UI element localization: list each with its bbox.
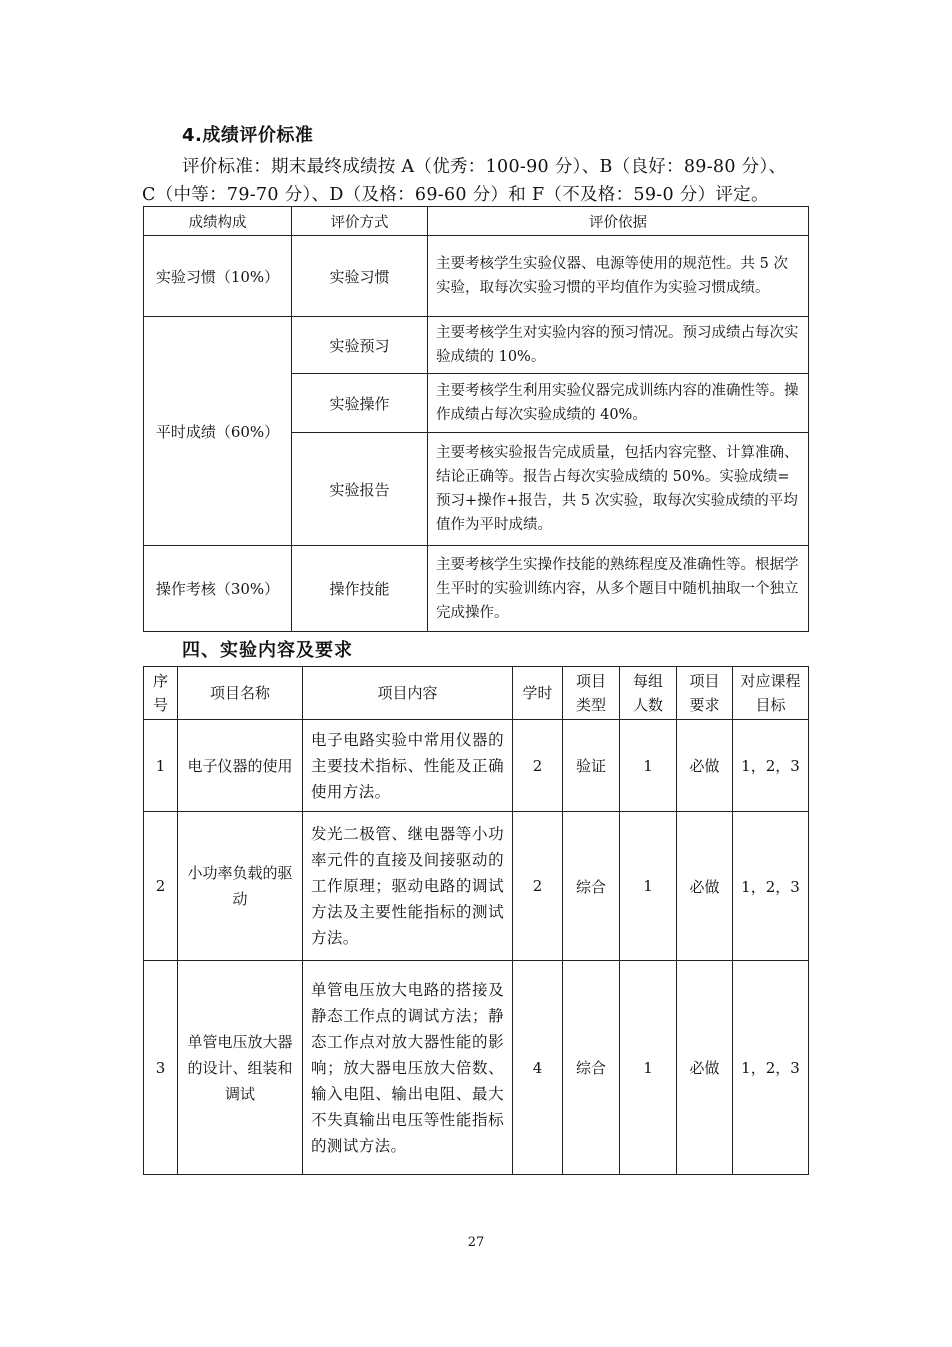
table-row — [144, 720, 809, 812]
header-cell: 序号 — [144, 667, 178, 720]
header-cell: 每组人数 — [620, 667, 677, 720]
section-heading-experiments: 四、实验内容及要求 — [182, 640, 353, 661]
people-cell: 1 — [620, 812, 677, 961]
method-cell: 实验预习 — [292, 317, 428, 374]
basis-cell: 主要考核学生对实验内容的预习情况。预习成绩占每次实验成绩的 10%。 — [428, 317, 809, 374]
table-row — [144, 546, 809, 632]
people-cell: 1 — [620, 961, 677, 1175]
type-cell: 综合 — [563, 961, 620, 1175]
header-cell: 评价方式 — [292, 207, 428, 236]
content-cell: 单管电压放大电路的搭接及静态工作点的调试方法；静态工作点对放大器性能的影响；放大器电压放大倍数、输入电阻、输出电阻、最大不失真输出电压等性能指标的测试方法。 — [303, 961, 513, 1175]
name-cell: 小功率负载的驱动 — [178, 812, 303, 961]
hours-cell: 2 — [513, 812, 563, 961]
grading-standard-line-1: 评价标准：期末最终成绩按 A（优秀：100-90 分）、B（良好：89-80 分）、 — [182, 157, 787, 177]
grading-table — [143, 206, 809, 632]
header-cell: 学时 — [513, 667, 563, 720]
basis-cell: 主要考核学生实验仪器、电源等使用的规范性。共 5 次实验，取每次实验习惯的平均值作为实验习惯成绩。 — [428, 236, 809, 317]
basis-cell: 主要考核学生利用实验仪器完成训练内容的准确性等。操作成绩占每次实验成绩的 40%。 — [428, 374, 809, 433]
people-cell: 1 — [620, 720, 677, 812]
header-cell: 项目名称 — [178, 667, 303, 720]
name-cell: 电子仪器的使用 — [178, 720, 303, 812]
content-cell: 电子电路实验中常用仪器的主要技术指标、性能及正确使用方法。 — [303, 720, 513, 812]
component-cell: 操作考核（30%） — [144, 546, 292, 632]
type-cell: 综合 — [563, 812, 620, 961]
hours-cell: 4 — [513, 961, 563, 1175]
no-cell: 2 — [144, 812, 178, 961]
header-cell: 项目内容 — [303, 667, 513, 720]
table-row — [144, 236, 809, 317]
grading-table-header-row — [144, 207, 809, 236]
header-cell: 评价依据 — [428, 207, 809, 236]
table-row — [144, 961, 809, 1175]
name-cell: 单管电压放大器的设计、组装和调试 — [178, 961, 303, 1175]
no-cell: 3 — [144, 961, 178, 1175]
requirement-cell: 必做 — [677, 720, 733, 812]
grading-standard-line-2: C（中等：79-70 分）、D（及格：69-60 分）和 F（不及格：59-0 分）评定。 — [142, 185, 769, 205]
content-cell: 发光二极管、继电器等小功率元件的直接及间接驱动的工作原理；驱动电路的调试方法及主要性能指标的测试方法。 — [303, 812, 513, 961]
header-cell: 项目类型 — [563, 667, 620, 720]
page-number: 27 — [467, 1235, 485, 1250]
hours-cell: 2 — [513, 720, 563, 812]
requirement-cell: 必做 — [677, 961, 733, 1175]
section-heading-grading: 4.成绩评价标准 — [182, 125, 314, 146]
requirement-cell: 必做 — [677, 812, 733, 961]
table-row — [144, 317, 809, 374]
header-cell: 对应课程目标 — [733, 667, 809, 720]
basis-cell: 主要考核实验报告完成质量，包括内容完整、计算准确、结论正确等。报告占每次实验成绩的 50%。实验成绩=预习+操作+报告，共 5 次实验，取每次实验成绩的平均值作为平时成绩。 — [428, 433, 809, 546]
experiment-table — [143, 666, 809, 1175]
goals-cell: 1，2，3 — [733, 961, 809, 1175]
method-cell: 实验操作 — [292, 374, 428, 433]
no-cell: 1 — [144, 720, 178, 812]
header-cell: 成绩构成 — [144, 207, 292, 236]
component-cell: 平时成绩（60%） — [144, 317, 292, 546]
header-cell: 项目要求 — [677, 667, 733, 720]
goals-cell: 1，2，3 — [733, 720, 809, 812]
method-cell: 操作技能 — [292, 546, 428, 632]
method-cell: 实验习惯 — [292, 236, 428, 317]
basis-cell: 主要考核学生实操作技能的熟练程度及准确性等。根据学生平时的实验训练内容，从多个题目中随机抽取一个独立完成操作。 — [428, 546, 809, 632]
component-cell: 实验习惯（10%） — [144, 236, 292, 317]
experiment-table-header-row — [144, 667, 809, 720]
type-cell: 验证 — [563, 720, 620, 812]
table-row — [144, 812, 809, 961]
method-cell: 实验报告 — [292, 433, 428, 546]
goals-cell: 1，2，3 — [733, 812, 809, 961]
